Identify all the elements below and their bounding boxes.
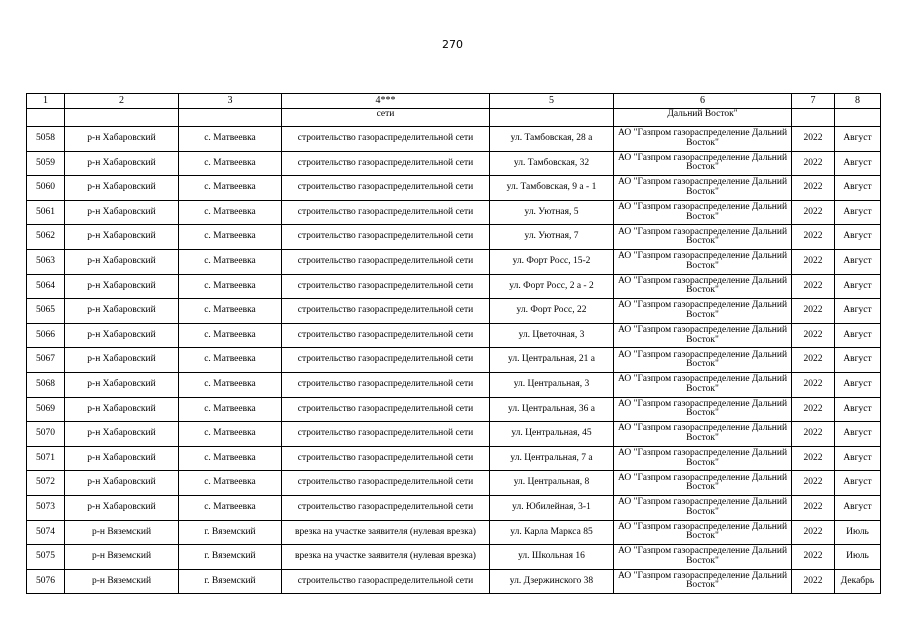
row-number-cell: 5075 [27, 545, 65, 570]
work-cell: строительство газораспределительной сети [282, 397, 490, 422]
year-cell: 2022 [792, 299, 835, 324]
month-cell: Декабрь [835, 569, 881, 594]
operator-cell: АО "Газпром газораспределение Дальний Восток" [614, 200, 792, 225]
work-cell: строительство газораспределительной сети [282, 372, 490, 397]
table-row [27, 127, 881, 152]
month-cell: Август [835, 249, 881, 274]
settlement-cell: с. Матвеевка [179, 176, 282, 201]
row-number-cell: 5068 [27, 372, 65, 397]
table-row [27, 274, 881, 299]
operator-cell: АО "Газпром газораспределение Дальний Восток" [614, 520, 792, 545]
settlement-cell: с. Матвеевка [179, 397, 282, 422]
district-cell: р-н Хабаровский [65, 446, 179, 471]
operator-cell: АО "Газпром газораспределение Дальний Восток" [614, 127, 792, 152]
row-number-cell: 5071 [27, 446, 65, 471]
address-cell: ул. Уютная, 5 [490, 200, 614, 225]
row-number-cell: 5059 [27, 151, 65, 176]
row-number-cell: 5063 [27, 249, 65, 274]
month-cell: Август [835, 176, 881, 201]
work-cell: строительство газораспределительной сети [282, 348, 490, 373]
settlement-cell: с. Матвеевка [179, 151, 282, 176]
work-cell: строительство газораспределительной сети [282, 127, 490, 152]
district-cell: р-н Хабаровский [65, 323, 179, 348]
month-cell: Август [835, 127, 881, 152]
operator-cell: АО "Газпром газораспределение Дальний Восток" [614, 274, 792, 299]
column-header: 4*** [282, 94, 490, 109]
work-cell: строительство газораспределительной сети [282, 299, 490, 324]
row-number-cell: 5072 [27, 471, 65, 496]
address-cell: ул. Форт Росс, 15-2 [490, 249, 614, 274]
table-row [27, 323, 881, 348]
work-cell: строительство газораспределительной сети [282, 323, 490, 348]
operator-cell: Дальний Восток" [614, 109, 792, 127]
operator-cell: АО "Газпром газораспределение Дальний Восток" [614, 495, 792, 520]
row-number-cell: 5058 [27, 127, 65, 152]
month-cell: Август [835, 348, 881, 373]
operator-cell: АО "Газпром газораспределение Дальний Восток" [614, 348, 792, 373]
settlement-cell: с. Матвеевка [179, 372, 282, 397]
year-cell: 2022 [792, 151, 835, 176]
operator-cell: АО "Газпром газораспределение Дальний Восток" [614, 176, 792, 201]
address-cell: ул. Уютная, 7 [490, 225, 614, 250]
column-header: 7 [792, 94, 835, 109]
year-cell: 2022 [792, 323, 835, 348]
year-cell: 2022 [792, 127, 835, 152]
month-cell: Август [835, 422, 881, 447]
year-cell: 2022 [792, 569, 835, 594]
address-cell: ул. Дзержинского 38 [490, 569, 614, 594]
year-cell: 2022 [792, 274, 835, 299]
table-row [27, 225, 881, 250]
table-row [27, 249, 881, 274]
address-cell: ул. Центральная, 8 [490, 471, 614, 496]
column-header: 1 [27, 94, 65, 109]
year-cell: 2022 [792, 471, 835, 496]
year-cell: 2022 [792, 545, 835, 570]
address-cell: ул. Тамбовская, 32 [490, 151, 614, 176]
address-cell: ул. Цветочная, 3 [490, 323, 614, 348]
settlement-cell: г. Вяземский [179, 520, 282, 545]
year-cell: 2022 [792, 225, 835, 250]
district-cell: р-н Хабаровский [65, 127, 179, 152]
row-number-cell: 5064 [27, 274, 65, 299]
year-cell: 2022 [792, 397, 835, 422]
column-header: 3 [179, 94, 282, 109]
work-cell: строительство газораспределительной сети [282, 200, 490, 225]
operator-cell: АО "Газпром газораспределение Дальний Восток" [614, 249, 792, 274]
address-cell: ул. Карла Маркса 85 [490, 520, 614, 545]
month-cell: Июль [835, 545, 881, 570]
work-cell: сети [282, 109, 490, 127]
column-header: 8 [835, 94, 881, 109]
column-header: 6 [614, 94, 792, 109]
page-number: 270 [442, 38, 463, 51]
settlement-cell: с. Матвеевка [179, 249, 282, 274]
address-cell: ул. Центральная, 45 [490, 422, 614, 447]
operator-cell: АО "Газпром газораспределение Дальний Восток" [614, 323, 792, 348]
year-cell: 2022 [792, 422, 835, 447]
settlement-cell: с. Матвеевка [179, 422, 282, 447]
work-cell: врезка на участке заявителя (нулевая врезка) [282, 545, 490, 570]
year-cell: 2022 [792, 176, 835, 201]
district-cell: р-н Хабаровский [65, 372, 179, 397]
table-row [27, 372, 881, 397]
district-cell: р-н Хабаровский [65, 299, 179, 324]
settlement-cell: г. Вяземский [179, 545, 282, 570]
month-cell: Август [835, 397, 881, 422]
month-cell: Август [835, 151, 881, 176]
table-row [27, 545, 881, 570]
year-cell: 2022 [792, 495, 835, 520]
address-cell: ул. Тамбовская, 28 а [490, 127, 614, 152]
district-cell: р-н Хабаровский [65, 274, 179, 299]
district-cell: р-н Вяземский [65, 545, 179, 570]
month-cell: Июль [835, 520, 881, 545]
table-row [27, 520, 881, 545]
row-number-cell: 5060 [27, 176, 65, 201]
year-cell: 2022 [792, 348, 835, 373]
work-cell: строительство газораспределительной сети [282, 176, 490, 201]
work-cell: строительство газораспределительной сети [282, 471, 490, 496]
table-row [27, 446, 881, 471]
operator-cell: АО "Газпром газораспределение Дальний Восток" [614, 372, 792, 397]
district-cell: р-н Хабаровский [65, 495, 179, 520]
year-cell: 2022 [792, 372, 835, 397]
table-cell [27, 109, 65, 127]
work-cell: строительство газораспределительной сети [282, 495, 490, 520]
address-cell: ул. Тамбовская, 9 а - 1 [490, 176, 614, 201]
address-cell: ул. Центральная, 3 [490, 372, 614, 397]
settlement-cell: с. Матвеевка [179, 299, 282, 324]
settlement-cell: с. Матвеевка [179, 127, 282, 152]
continuation-row [27, 109, 881, 127]
address-cell: ул. Форт Росс, 2 а - 2 [490, 274, 614, 299]
operator-cell: АО "Газпром газораспределение Дальний Восток" [614, 446, 792, 471]
work-cell: строительство газораспределительной сети [282, 151, 490, 176]
work-cell: врезка на участке заявителя (нулевая врезка) [282, 520, 490, 545]
year-cell: 2022 [792, 446, 835, 471]
district-cell: р-н Хабаровский [65, 249, 179, 274]
table-cell [65, 109, 179, 127]
work-cell: строительство газораспределительной сети [282, 446, 490, 471]
address-cell: ул. Центральная, 21 а [490, 348, 614, 373]
district-cell: р-н Хабаровский [65, 397, 179, 422]
month-cell: Август [835, 372, 881, 397]
address-cell: ул. Центральная, 36 а [490, 397, 614, 422]
operator-cell: АО "Газпром газораспределение Дальний Восток" [614, 545, 792, 570]
month-cell: Август [835, 471, 881, 496]
row-number-cell: 5070 [27, 422, 65, 447]
settlement-cell: с. Матвеевка [179, 200, 282, 225]
table-row [27, 151, 881, 176]
table-row [27, 422, 881, 447]
district-cell: р-н Хабаровский [65, 471, 179, 496]
table-row [27, 569, 881, 594]
district-cell: р-н Хабаровский [65, 151, 179, 176]
operator-cell: АО "Газпром газораспределение Дальний Восток" [614, 471, 792, 496]
row-number-cell: 5074 [27, 520, 65, 545]
registry-table [26, 93, 881, 594]
settlement-cell: с. Матвеевка [179, 471, 282, 496]
address-cell: ул. Центральная, 7 а [490, 446, 614, 471]
operator-cell: АО "Газпром газораспределение Дальний Восток" [614, 569, 792, 594]
settlement-cell: г. Вяземский [179, 569, 282, 594]
table-cell [490, 109, 614, 127]
column-header: 5 [490, 94, 614, 109]
operator-cell: АО "Газпром газораспределение Дальний Восток" [614, 397, 792, 422]
settlement-cell: с. Матвеевка [179, 446, 282, 471]
district-cell: р-н Хабаровский [65, 176, 179, 201]
district-cell: р-н Хабаровский [65, 200, 179, 225]
table-row [27, 471, 881, 496]
table-row [27, 200, 881, 225]
district-cell: р-н Вяземский [65, 520, 179, 545]
row-number-cell: 5069 [27, 397, 65, 422]
table-row [27, 495, 881, 520]
year-cell: 2022 [792, 249, 835, 274]
work-cell: строительство газораспределительной сети [282, 569, 490, 594]
row-number-cell: 5066 [27, 323, 65, 348]
district-cell: р-н Хабаровский [65, 225, 179, 250]
month-cell: Август [835, 495, 881, 520]
table-row [27, 348, 881, 373]
row-number-cell: 5065 [27, 299, 65, 324]
operator-cell: АО "Газпром газораспределение Дальний Восток" [614, 225, 792, 250]
row-number-cell: 5061 [27, 200, 65, 225]
settlement-cell: с. Матвеевка [179, 348, 282, 373]
row-number-cell: 5067 [27, 348, 65, 373]
district-cell: р-н Хабаровский [65, 422, 179, 447]
operator-cell: АО "Газпром газораспределение Дальний Восток" [614, 299, 792, 324]
table-cell [179, 109, 282, 127]
address-cell: ул. Форт Росс, 22 [490, 299, 614, 324]
month-cell: Август [835, 200, 881, 225]
district-cell: р-н Хабаровский [65, 348, 179, 373]
month-cell: Август [835, 299, 881, 324]
table-cell [792, 109, 835, 127]
settlement-cell: с. Матвеевка [179, 323, 282, 348]
row-number-cell: 5062 [27, 225, 65, 250]
operator-cell: АО "Газпром газораспределение Дальний Восток" [614, 422, 792, 447]
operator-cell: АО "Газпром газораспределение Дальний Восток" [614, 151, 792, 176]
year-cell: 2022 [792, 520, 835, 545]
column-header: 2 [65, 94, 179, 109]
address-cell: ул. Школьная 16 [490, 545, 614, 570]
column-number-row [27, 94, 881, 109]
row-number-cell: 5073 [27, 495, 65, 520]
table-row [27, 176, 881, 201]
month-cell: Август [835, 225, 881, 250]
year-cell: 2022 [792, 200, 835, 225]
work-cell: строительство газораспределительной сети [282, 249, 490, 274]
settlement-cell: с. Матвеевка [179, 274, 282, 299]
settlement-cell: с. Матвеевка [179, 495, 282, 520]
work-cell: строительство газораспределительной сети [282, 225, 490, 250]
table-row [27, 397, 881, 422]
settlement-cell: с. Матвеевка [179, 225, 282, 250]
work-cell: строительство газораспределительной сети [282, 274, 490, 299]
month-cell: Август [835, 323, 881, 348]
month-cell: Август [835, 446, 881, 471]
table-row [27, 299, 881, 324]
address-cell: ул. Юбилейная, 3-1 [490, 495, 614, 520]
month-cell: Август [835, 274, 881, 299]
district-cell: р-н Вяземский [65, 569, 179, 594]
work-cell: строительство газораспределительной сети [282, 422, 490, 447]
table-cell [835, 109, 881, 127]
row-number-cell: 5076 [27, 569, 65, 594]
